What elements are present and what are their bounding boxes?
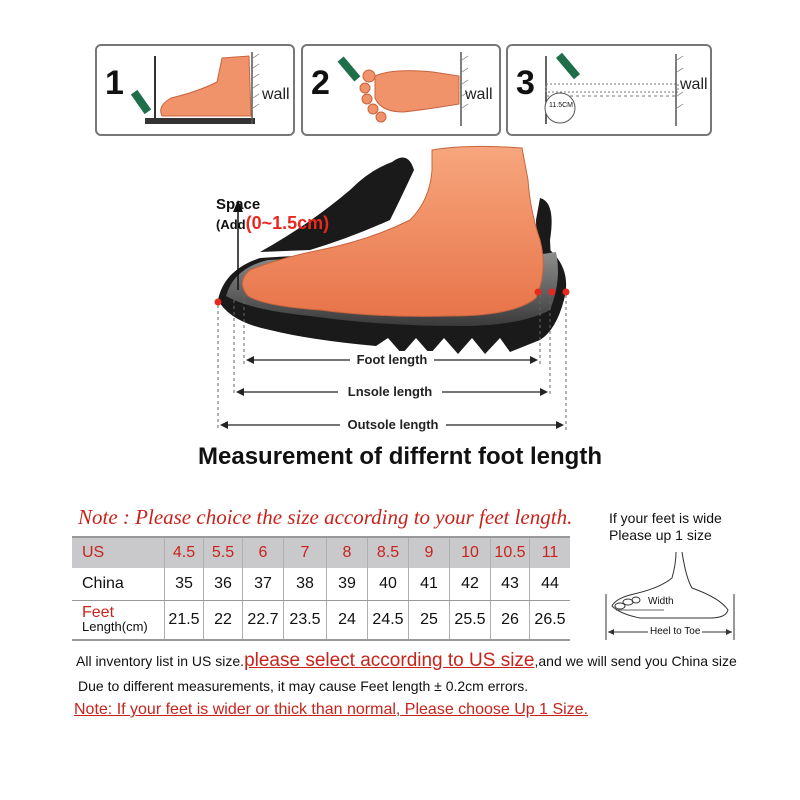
wide-feet-line-2: Please up 1 size bbox=[609, 527, 712, 543]
table-cell: 35 bbox=[165, 568, 204, 601]
step-3-panel bbox=[506, 44, 712, 136]
step-number: 1 bbox=[105, 64, 124, 102]
row-header-us: US bbox=[72, 537, 165, 568]
space-add: (Add bbox=[216, 217, 246, 232]
table-cell: 5.5 bbox=[204, 537, 243, 568]
table-cell: 22.7 bbox=[243, 601, 284, 641]
insole-length-label: Lnsole length bbox=[347, 384, 433, 399]
table-cell: 40 bbox=[368, 568, 409, 601]
length-cm-label: Length(cm) bbox=[82, 619, 148, 634]
measurement-error-note: Due to different measurements, it may cause Feet length ± 0.2cm errors. bbox=[78, 678, 529, 694]
inventory-note-a: All inventory list in US size. bbox=[76, 653, 245, 669]
table-cell: 25 bbox=[409, 601, 450, 641]
size-chart-table bbox=[72, 536, 570, 641]
table-cell: 44 bbox=[530, 568, 571, 601]
wide-feet-line-1: If your feet is wide bbox=[609, 510, 722, 526]
table-cell: 10.5 bbox=[491, 537, 530, 568]
space-allowance-label bbox=[216, 196, 329, 234]
table-cell: 42 bbox=[450, 568, 491, 601]
table-cell: 25.5 bbox=[450, 601, 491, 641]
table-cell: 26.5 bbox=[530, 601, 571, 641]
page-title: Measurement of differnt foot length bbox=[198, 443, 602, 470]
row-header-feet bbox=[72, 601, 165, 641]
inventory-note bbox=[76, 650, 737, 672]
width-label: Width bbox=[648, 596, 674, 607]
heel-to-toe-label: Heel to Toe bbox=[650, 626, 701, 637]
table-cell: 24.5 bbox=[368, 601, 409, 641]
table-cell: 4.5 bbox=[165, 537, 204, 568]
size-choice-note: Note : Please choice the size according to your feet length. bbox=[78, 505, 573, 529]
step-1-panel bbox=[95, 44, 295, 136]
inventory-note-c: ,and we will send you China size bbox=[534, 653, 737, 669]
us-size-row bbox=[72, 537, 570, 568]
table-cell: 23.5 bbox=[284, 601, 327, 641]
foot-length-label: Foot length bbox=[356, 352, 428, 367]
china-size-row bbox=[72, 568, 570, 601]
table-cell: 36 bbox=[204, 568, 243, 601]
inventory-note-highlight: please select according to US size bbox=[244, 650, 535, 671]
ruler-mark-label: 11.5CM bbox=[549, 102, 573, 109]
wide-feet-warning: Note: If your feet is wider or thick than normal, Please choose Up 1 Size. bbox=[74, 701, 589, 718]
wall-label: wall bbox=[465, 86, 493, 103]
table-cell: 6 bbox=[243, 537, 284, 568]
step-number: 3 bbox=[516, 64, 535, 102]
table-cell: 39 bbox=[327, 568, 368, 601]
table-cell: 37 bbox=[243, 568, 284, 601]
shoe-cross-section-diagram bbox=[200, 140, 600, 440]
table-cell: 22 bbox=[204, 601, 243, 641]
wide-feet-note bbox=[609, 510, 722, 544]
step-number: 2 bbox=[311, 64, 330, 102]
table-cell: 10 bbox=[450, 537, 491, 568]
step-2-panel bbox=[301, 44, 501, 136]
table-cell: 26 bbox=[491, 601, 530, 641]
table-cell: 7 bbox=[284, 537, 327, 568]
space-title: Space bbox=[216, 196, 261, 213]
space-range: (0~1.5cm) bbox=[245, 213, 330, 233]
wall-label: wall bbox=[262, 86, 290, 103]
feet-label: Feet bbox=[82, 604, 115, 621]
outsole-length-label: Outsole length bbox=[347, 417, 439, 432]
feet-length-row bbox=[72, 601, 570, 641]
row-header-china: China bbox=[72, 568, 165, 601]
table-cell: 38 bbox=[284, 568, 327, 601]
table-cell: 8.5 bbox=[368, 537, 409, 568]
table-cell: 21.5 bbox=[165, 601, 204, 641]
wall-label: wall bbox=[680, 76, 708, 93]
table-cell: 43 bbox=[491, 568, 530, 601]
table-cell: 8 bbox=[327, 537, 368, 568]
table-cell: 41 bbox=[409, 568, 450, 601]
table-cell: 24 bbox=[327, 601, 368, 641]
table-cell: 9 bbox=[409, 537, 450, 568]
table-cell: 11 bbox=[530, 537, 571, 568]
